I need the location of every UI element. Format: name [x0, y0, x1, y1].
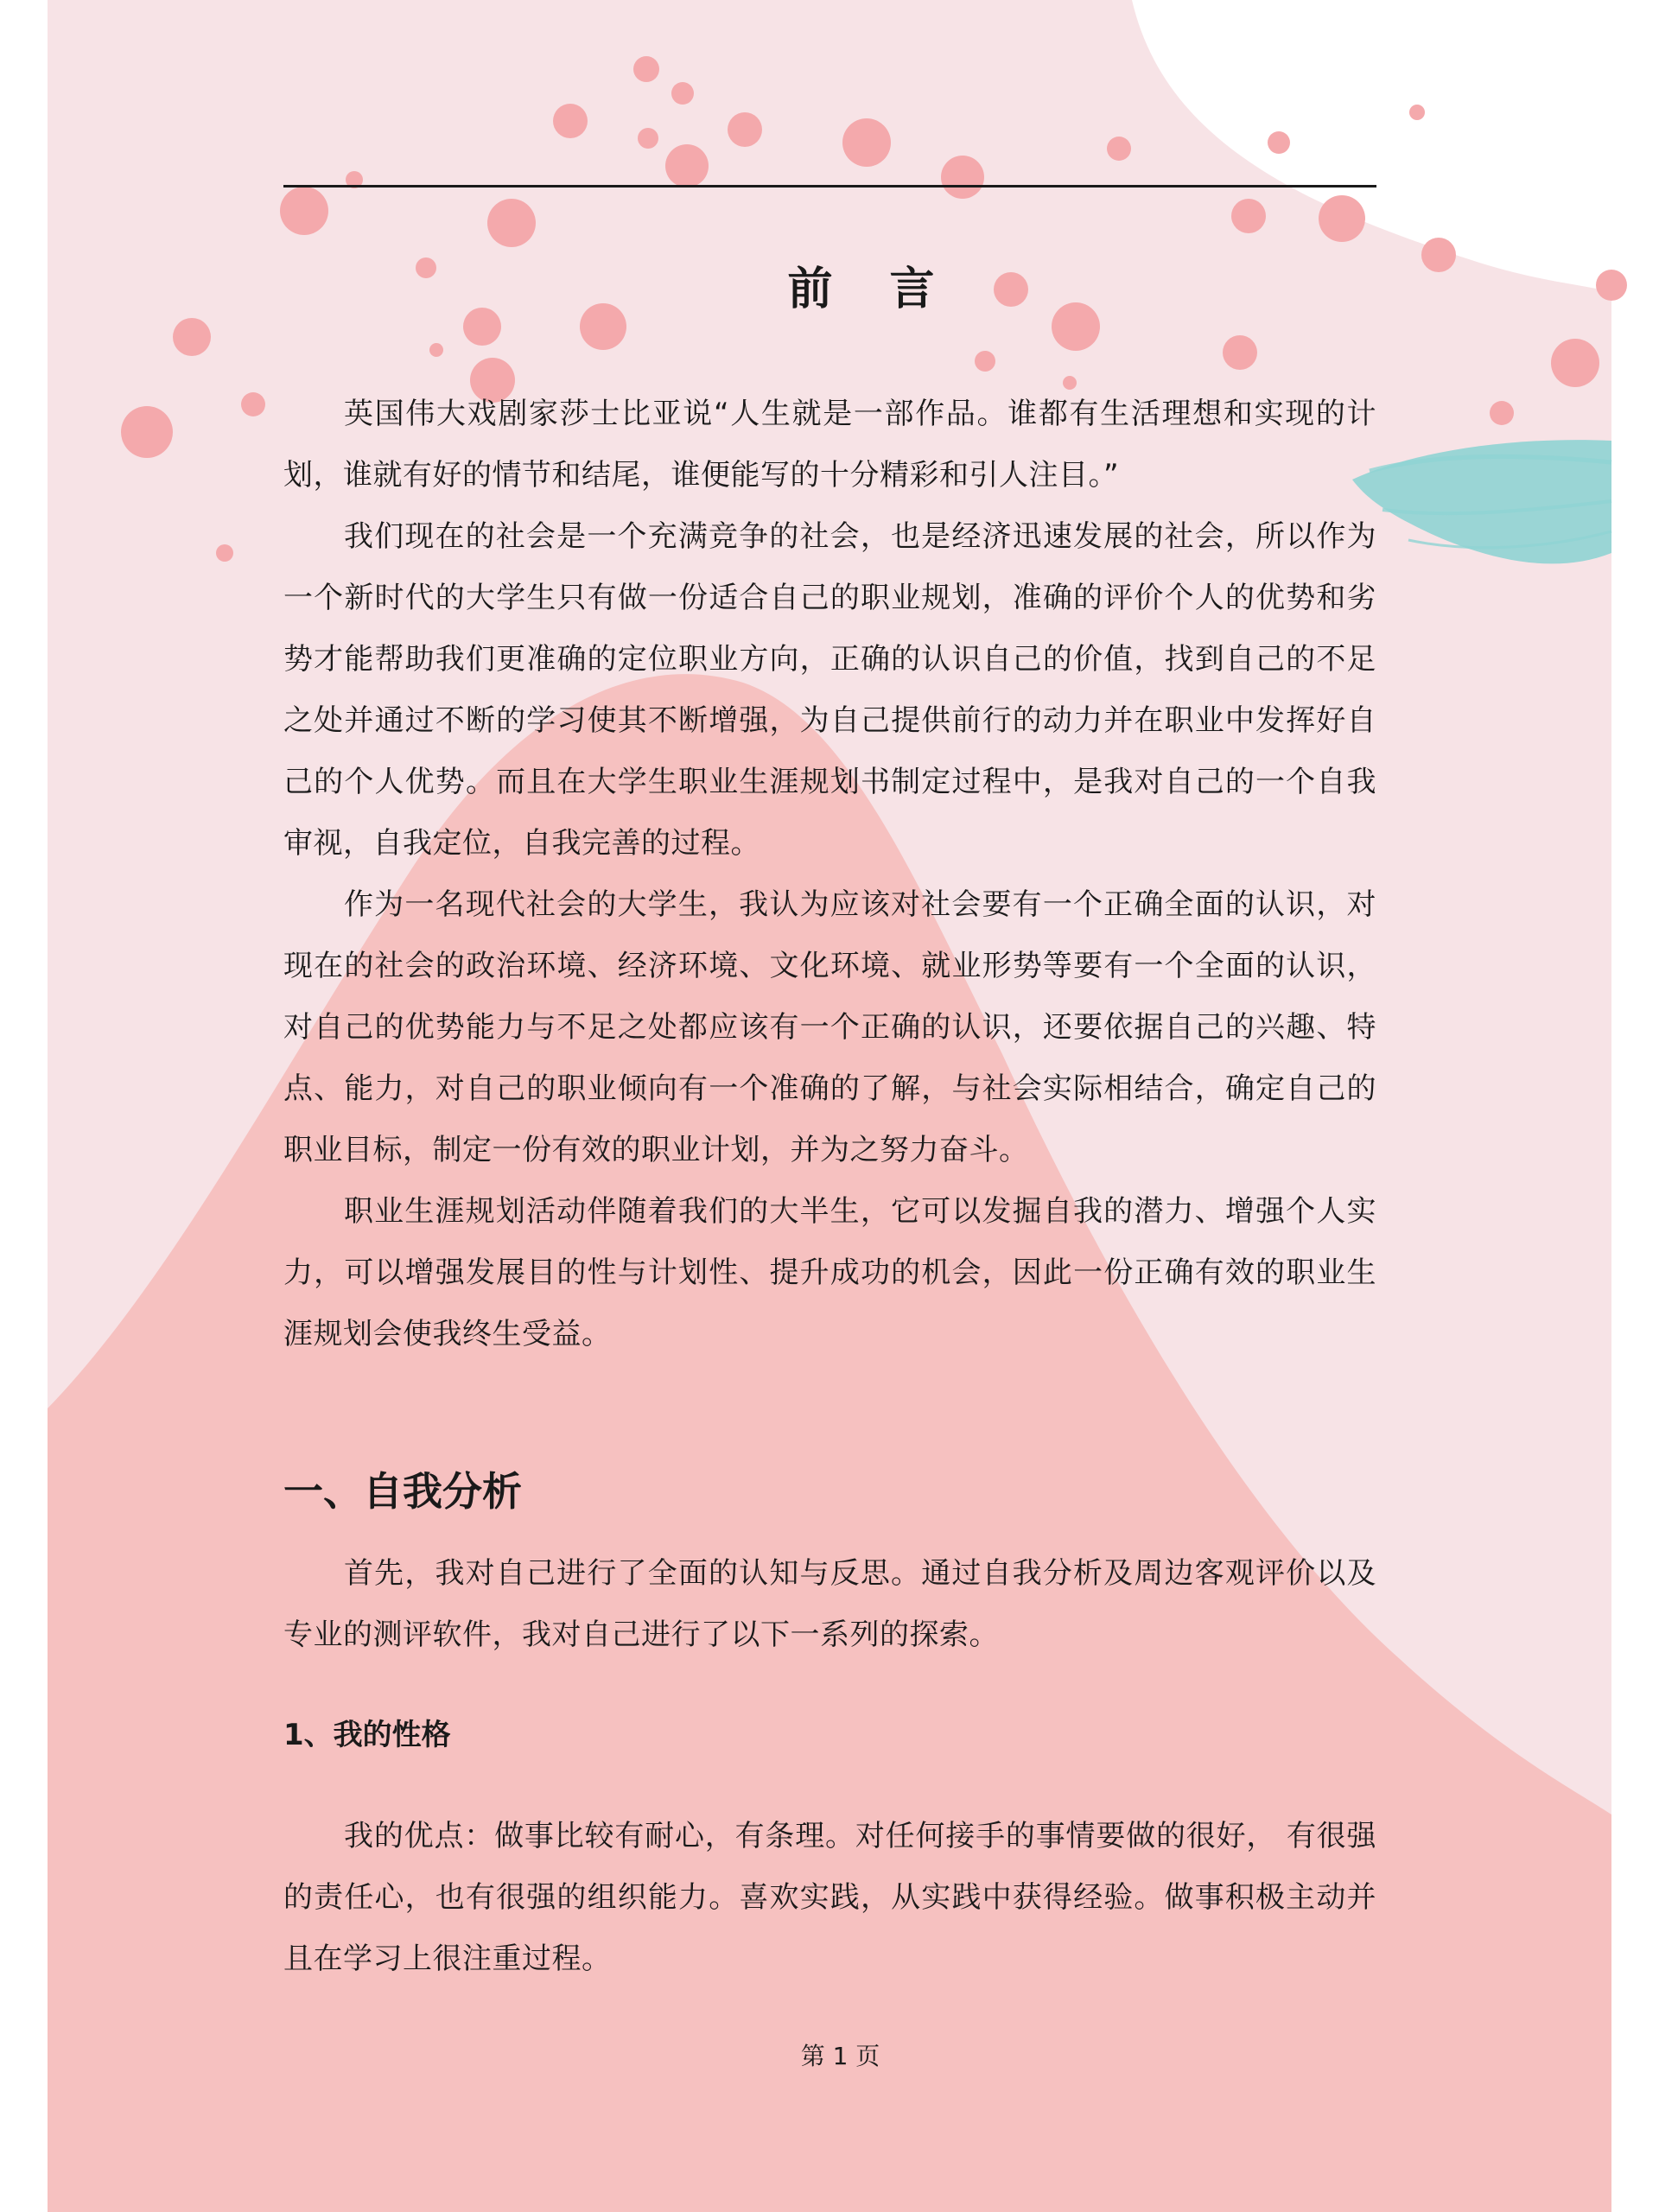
preface-paragraph-1: 英国伟大戏剧家莎士比亚说“人生就是一部作品。谁都有生活理想和实现的计划，谁就有好的情节和结尾，谁便能写的十分精彩和引人注目。”	[283, 397, 1376, 493]
section-intro	[283, 1543, 1376, 1666]
subheading-personality: 1、我的性格	[283, 1718, 451, 1752]
preface-title: 前 言	[787, 263, 956, 315]
preface-paragraph-4: 职业生涯规划活动伴随着我们的大半生，它可以发掘自我的潜力、增强个人实力，可以增强发展目的性与计划性、提升成功的机会，因此一份正确有效的职业生涯规划会使我终生受益。	[283, 1194, 1376, 1351]
section-heading-self-analysis: 一、自我分析	[283, 1468, 522, 1515]
preface-paragraph-2: 我们现在的社会是一个充满竞争的社会，也是经济迅速发展的社会，所以作为一个新时代的大学生只有做一份适合自己的职业规划，准确的评价个人的优势和劣势才能帮助我们更准确的定位职业方向，正确的认识自己的价值，找到自己的不足之处并通过不断的学习使其不断增强，为自己提供前行的动力并在职业中发挥好自己的个人优势。而且在大学生职业生涯规划书制定过程中，是我对自己的一个自我审视，自我定位，自我完善的过程。	[283, 519, 1376, 861]
personality-body	[283, 1806, 1376, 1990]
preface-body	[283, 384, 1376, 1365]
preface-paragraph-3: 作为一名现代社会的大学生，我认为应该对社会要有一个正确全面的认识，对现在的社会的政治环境、经济环境、文化环境、就业形势等要有一个全面的认识，对自己的优势能力与不足之处都应该有一个正确的认识，还要依据自己的兴趣、特点、能力，对自己的职业倾向有一个准确的了解，与社会实际相结合，确定自己的职业目标，制定一份有效的职业计划，并为之努力奋斗。	[283, 887, 1376, 1167]
section-intro-paragraph: 首先，我对自己进行了全面的认知与反思。通过自我分析及周边客观评价以及专业的测评软件，我对自己进行了以下一系列的探索。	[283, 1556, 1376, 1652]
personality-paragraph: 我的优点：做事比较有耐心，有条理。对任何接手的事情要做的很好， 有很强的责任心，也有很强的组织能力。喜欢实践，从实践中获得经验。做事积极主动并且在学习上很注重过程。	[283, 1819, 1376, 1976]
page-number: 第 1 页	[800, 2042, 880, 2070]
header-rule	[283, 185, 1376, 188]
